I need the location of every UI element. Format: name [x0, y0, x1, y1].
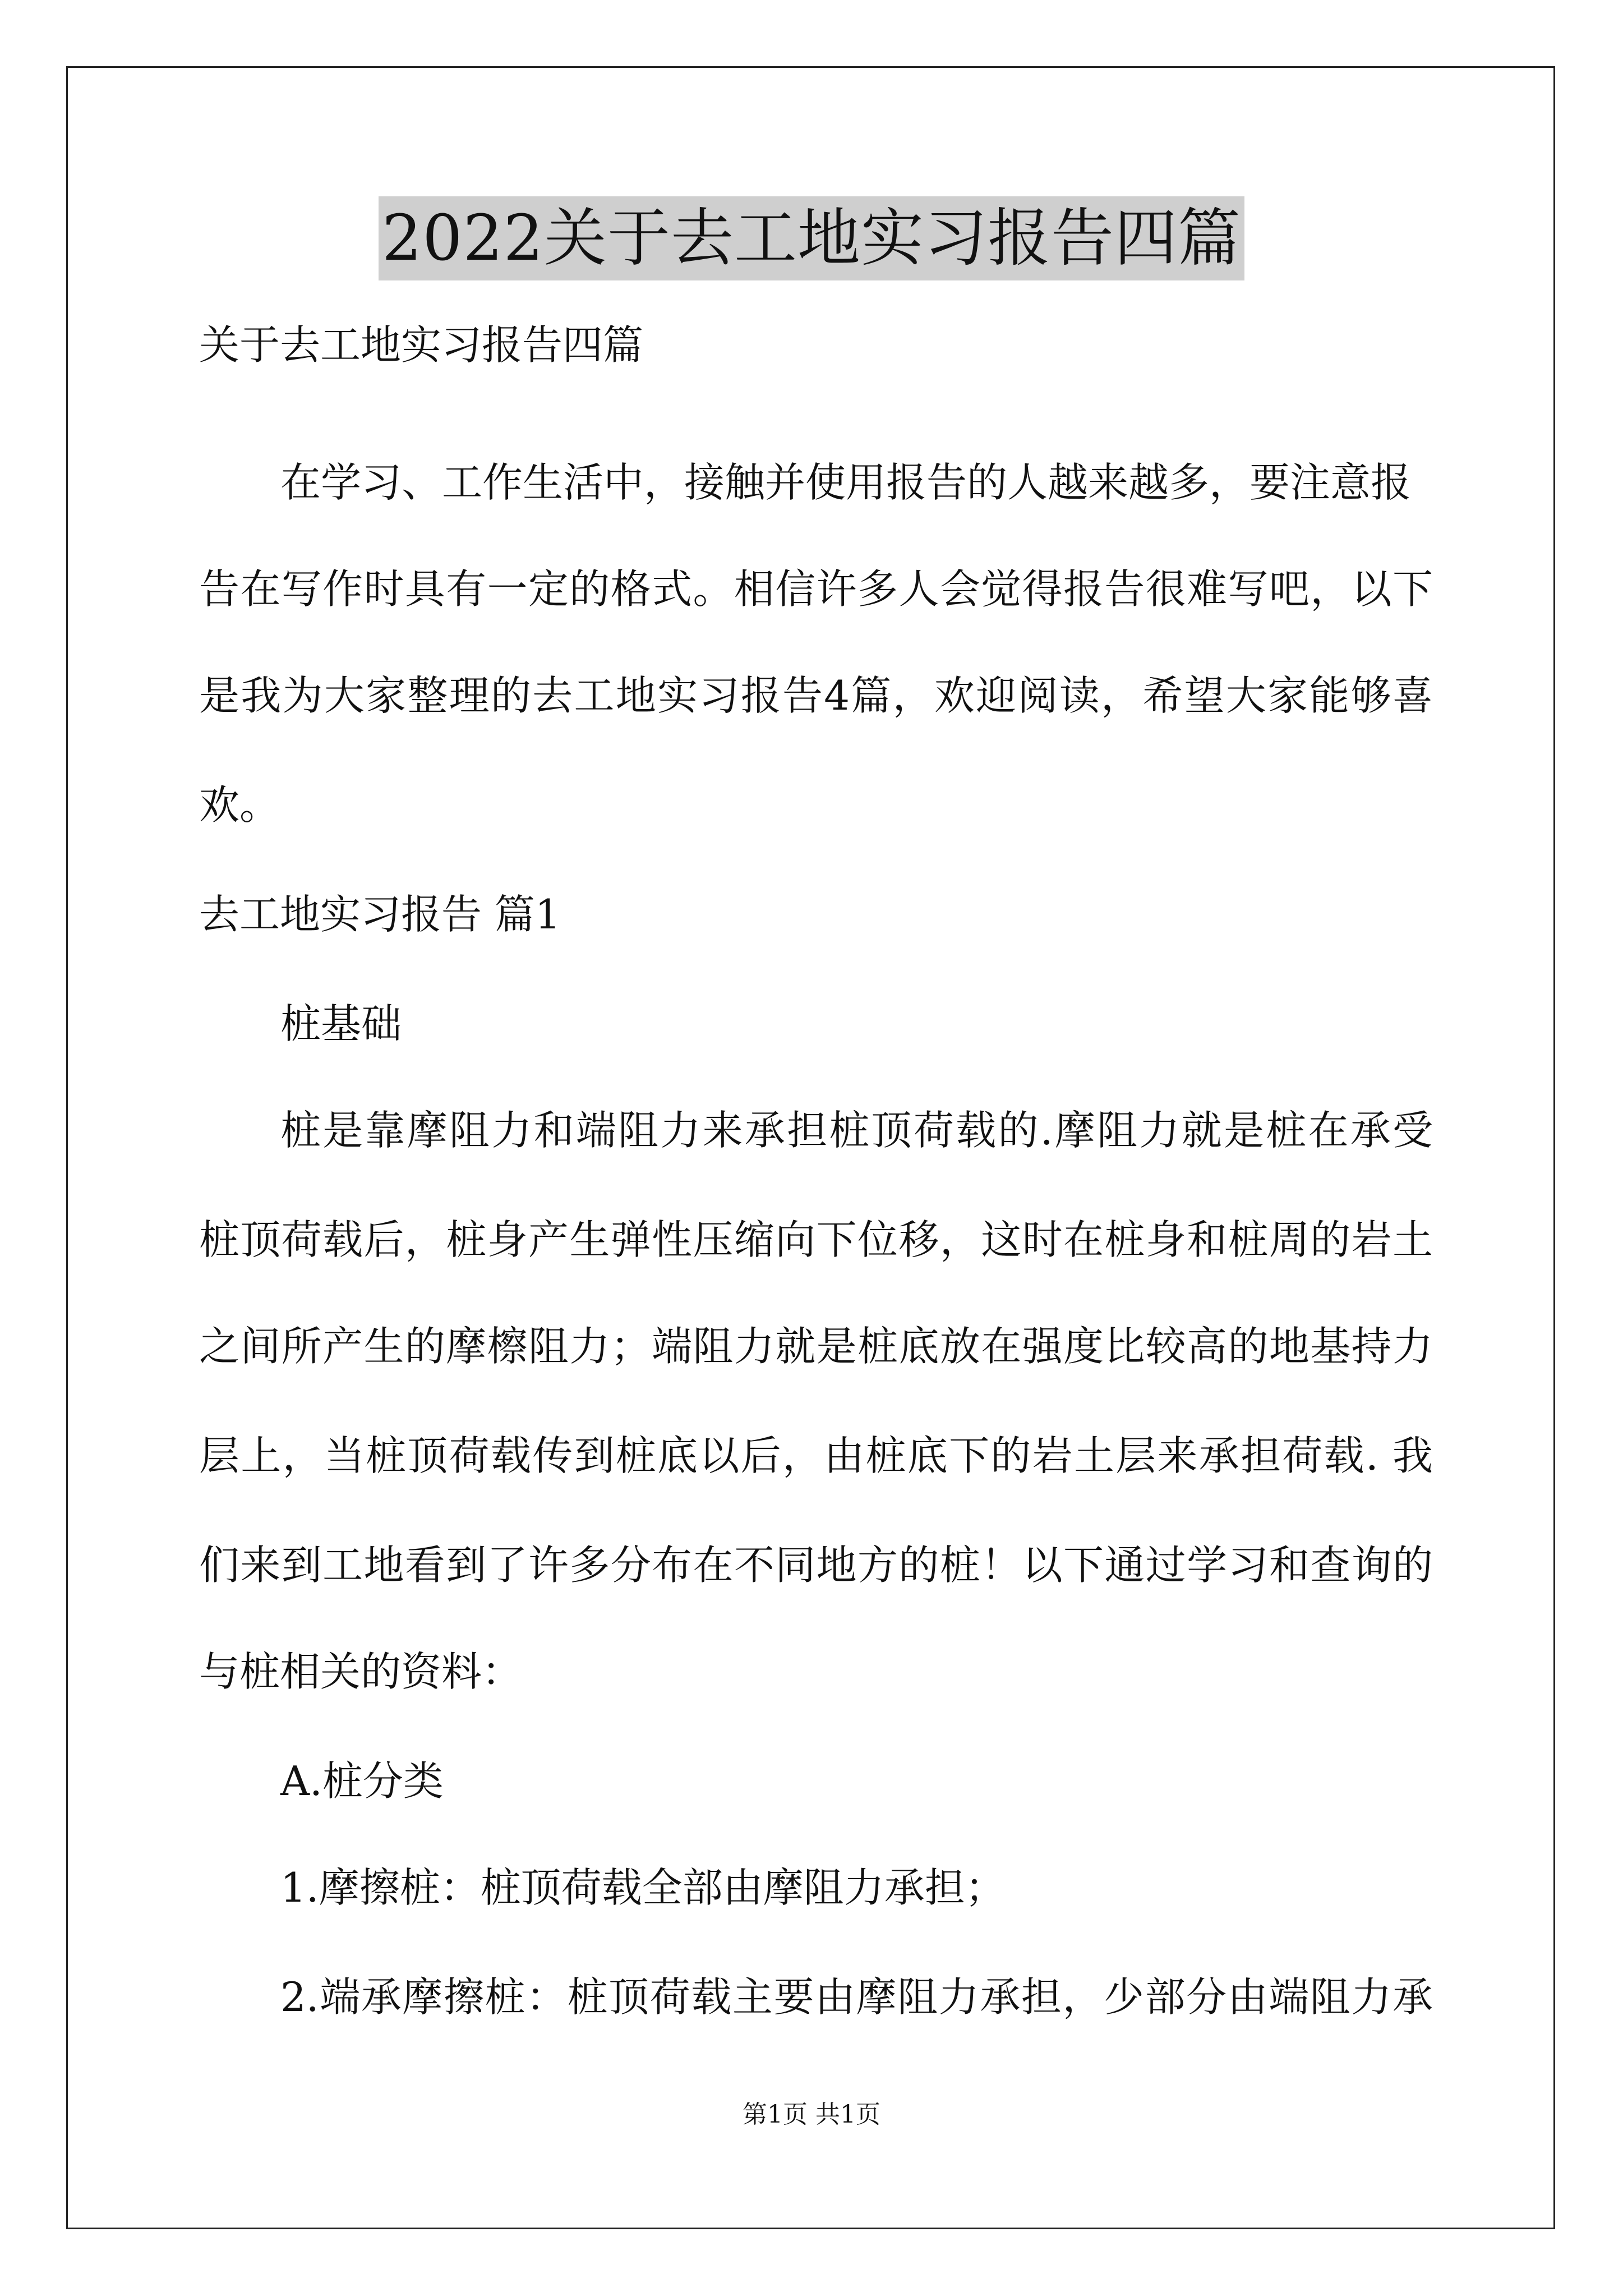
paragraph-line: 桩顶荷载后，桩身产生弹性压缩向下位移，这时在桩身和桩周的岩土 — [199, 1216, 1433, 1263]
section-heading: 去工地实习报告 篇1 — [199, 891, 561, 938]
paragraph-line: 层上，当桩顶荷载传到桩底以后，由桩底下的岩土层来承担荷载. 我 — [199, 1432, 1433, 1479]
paragraph-line: 之间所产生的摩檫阻力；端阻力就是桩底放在强度比较高的地基持力 — [199, 1323, 1433, 1370]
list-item: 2.端承摩擦桩：桩顶荷载主要由摩阻力承担，少部分由端阻力承 — [280, 1973, 1433, 2021]
subtitle-line: 关于去工地实习报告四篇 — [199, 321, 644, 369]
paragraph-line: 桩基础 — [280, 1000, 402, 1047]
paragraph-line: 桩是靠摩阻力和端阻力来承担桩顶荷载的.摩阻力就是桩在承受 — [280, 1107, 1433, 1154]
list-heading: A.桩分类 — [280, 1757, 444, 1805]
title-container — [0, 196, 1623, 280]
paragraph-line: 与桩相关的资料： — [199, 1648, 523, 1695]
paragraph-line: 欢。 — [199, 781, 280, 829]
paragraph-line: 们来到工地看到了许多分布在不同地方的桩！以下通过学习和查询的 — [199, 1542, 1433, 1589]
list-item: 1.摩擦桩：桩顶荷载全部由摩阻力承担； — [280, 1864, 1006, 1911]
paragraph-line: 在学习、工作生活中，接触并使用报告的人越来越多，要注意报 — [280, 459, 1412, 506]
paragraph-line: 告在写作时具有一定的格式。相信许多人会觉得报告很难写吧，以下 — [199, 565, 1433, 613]
page-footer: 第1页 共1页 — [743, 2100, 880, 2129]
document-title: 2022关于去工地实习报告四篇 — [379, 196, 1244, 280]
paragraph-line: 是我为大家整理的去工地实习报告4篇，欢迎阅读，希望大家能够喜 — [199, 672, 1433, 719]
